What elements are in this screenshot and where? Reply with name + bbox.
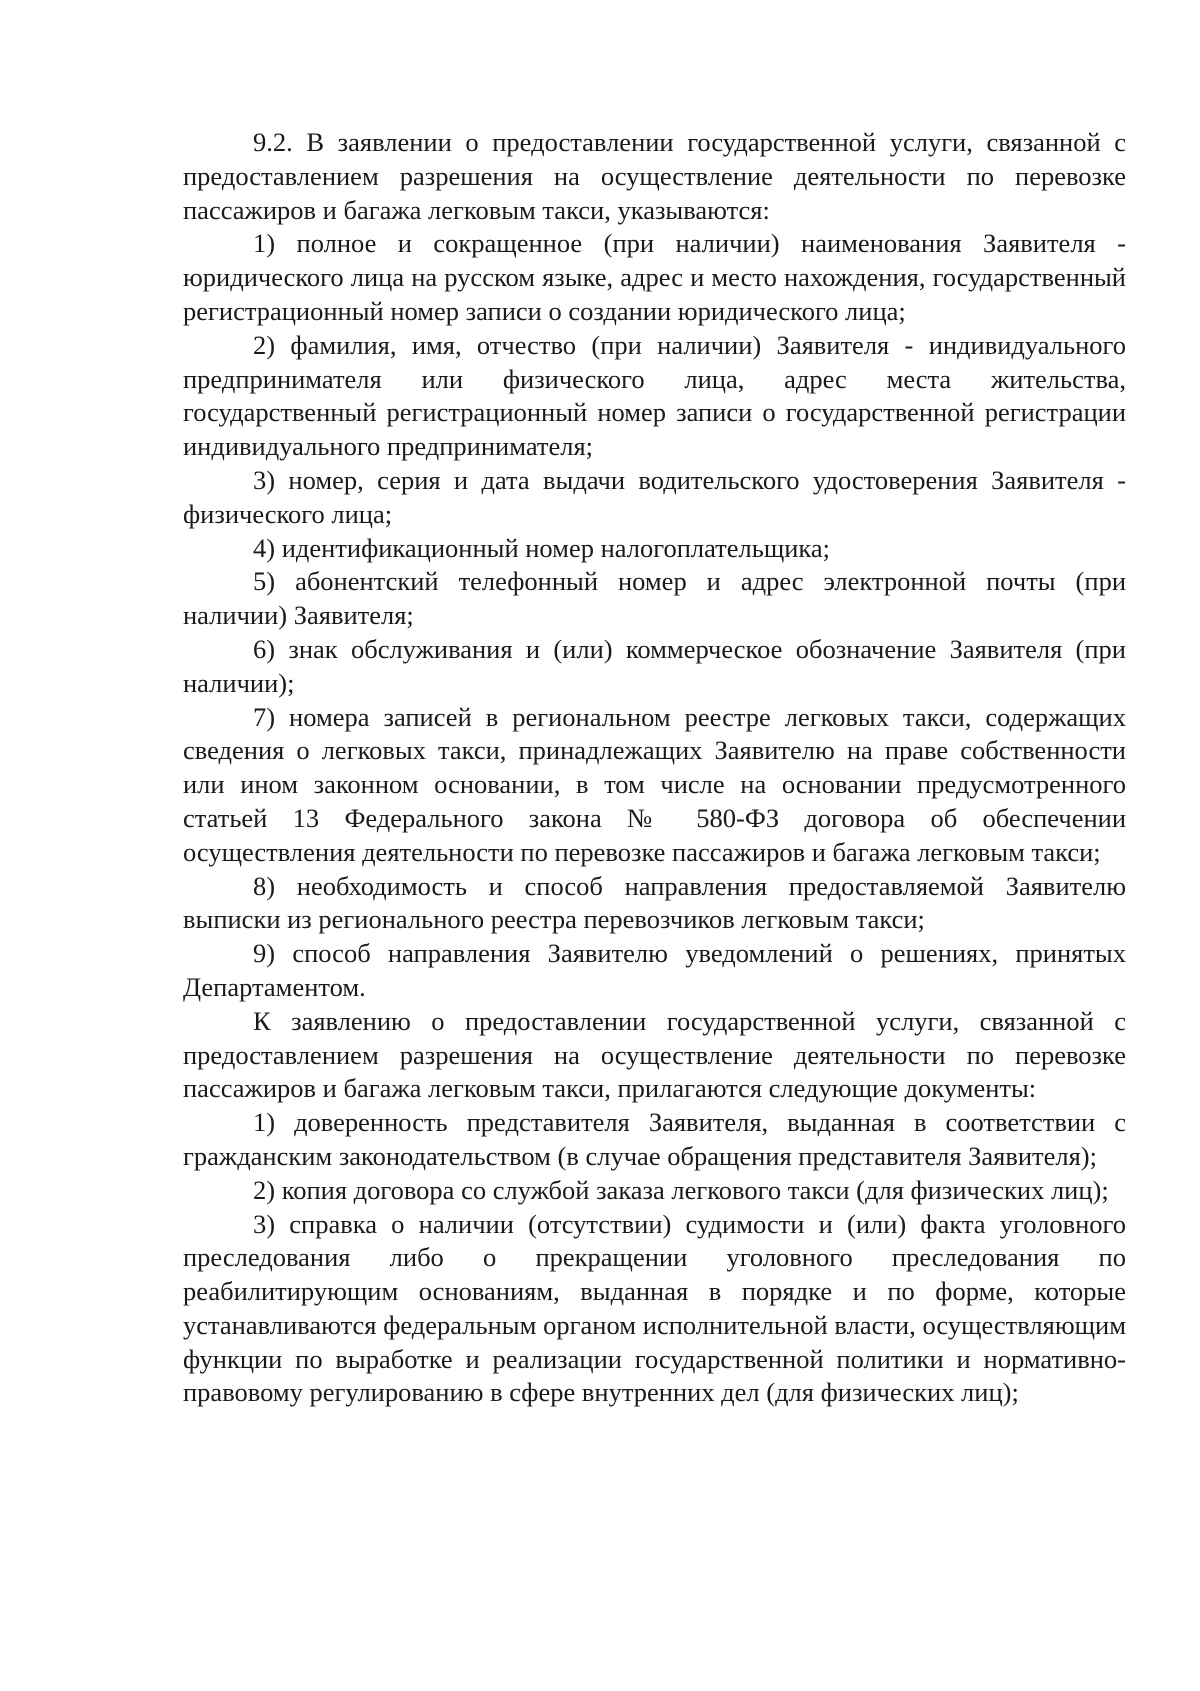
paragraph-attachment-1-power-of-attorney: 1) доверенность представителя Заявителя, выданная в соответствии с гражданским законодательством (в случае обращения представителя Заявителя);	[183, 1107, 1126, 1171]
paragraph-9-2-intro: 9.2. В заявлении о предоставлении государственной услуги, связанной с предоставлением разрешения на осуществление деятельности по перевозке пассажиров и багажа легковым такси, указываются:	[183, 127, 1126, 225]
document-body	[183, 126, 1126, 1410]
paragraph-attachment-3-criminal-record: 3) справка о наличии (отсутствии) судимости и (или) факта уголовного преследования либо о прекращении уголовного преследования по реабилитирующим основаниям, выданная в порядке и по форме, которые устанавливаются федеральным органом исполнительной власти, осуществляющим функции по выработке и реализации государственной политики и нормативно-правовому регулированию в сфере внутренних дел (для физических лиц);	[183, 1208, 1126, 1408]
paragraph-item-6-trademark: 6) знак обслуживания и (или) коммерческое обозначение Заявителя (при наличии);	[183, 633, 1126, 698]
paragraph-item-2-individual: 2) фамилия, имя, отчество (при наличии) Заявителя - индивидуального предпринимателя или физического лица, адрес места жительства, государственный регистрационный номер записи о государственной регистрации индивидуального предпринимателя;	[183, 329, 1126, 462]
paragraph-item-7-registry-records: 7) номера записей в региональном реестре легковых такси, содержащих сведения о легковых такси, принадлежащих Заявителю на праве собственности или ином законном основании, в том числе на основании предусмотренного статьей 13 Федерального закона № 580-ФЗ договора об обеспечении осуществления деятельности по перевозке пассажиров и багажа легковым такси;	[183, 701, 1126, 867]
paragraph-item-3-driver-license: 3) номер, серия и дата выдачи водительского удостоверения Заявителя - физического лица;	[183, 464, 1126, 529]
paragraph-attachments-intro: К заявлению о предоставлении государственной услуги, связанной с предоставлением разрешения на осуществление деятельности по перевозке пассажиров и багажа легковым такси, прилагаются следующие документы:	[183, 1005, 1126, 1104]
paragraph-item-1-legal-entity: 1) полное и сокращенное (при наличии) наименования Заявителя - юридического лица на русском языке, адрес и место нахождения, государственный регистрационный номер записи о создании юридического лица;	[183, 228, 1126, 326]
paragraph-item-8-extract: 8) необходимость и способ направления предоставляемой Заявителю выписки из регионального реестра перевозчиков легковым такси;	[183, 870, 1126, 935]
paragraph-item-4-tax-id: 4) идентификационный номер налогоплательщика;	[253, 532, 831, 563]
paragraph-item-9-notifications: 9) способ направления Заявителю уведомлений о решениях, принятых Департаментом.	[183, 938, 1126, 1002]
paragraph-attachment-2-contract-copy: 2) копия договора со службой заказа легкового такси (для физических лиц);	[253, 1174, 1109, 1205]
paragraph-item-5-contacts: 5) абонентский телефонный номер и адрес электронной почты (при наличии) Заявителя;	[183, 566, 1126, 631]
